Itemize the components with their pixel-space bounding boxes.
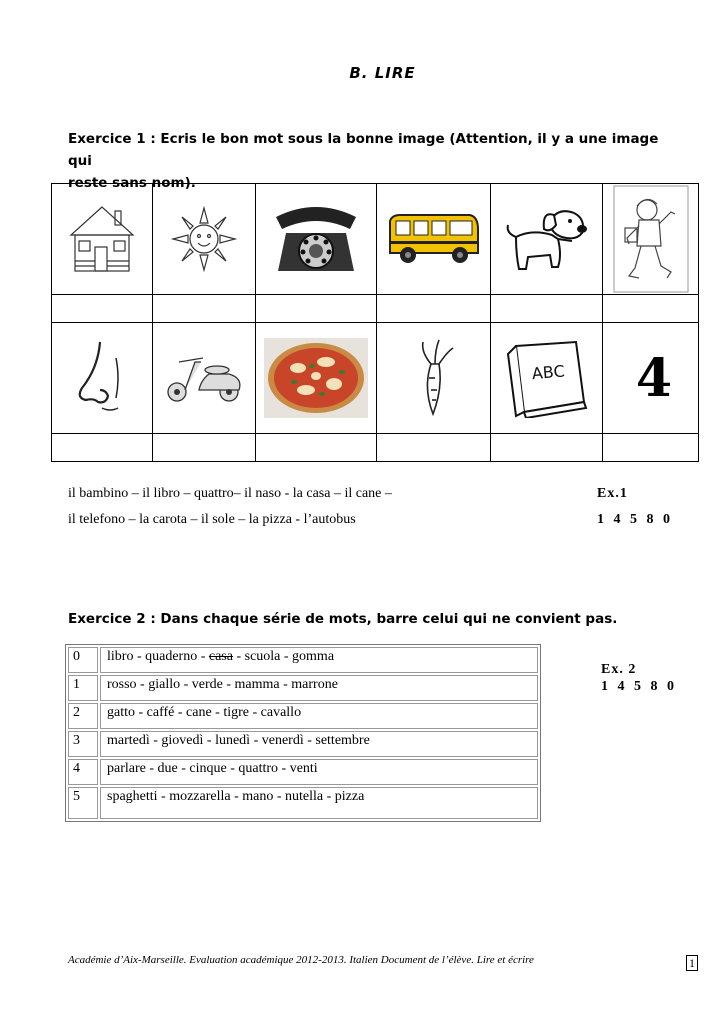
row-number: 5 <box>68 787 98 819</box>
image-cell <box>377 184 491 295</box>
exercise1-instruction-line2: reste sans nom). <box>68 175 196 191</box>
sun-icon <box>169 204 239 274</box>
word-series[interactable] <box>100 647 538 673</box>
row-number: 0 <box>68 647 98 673</box>
image-cell <box>603 184 699 295</box>
word-series[interactable]: rosso - giallo - verde - mamma - marrone <box>100 675 538 701</box>
row-number: 3 <box>68 731 98 757</box>
word-series[interactable]: spaghetti - mozzarella - mano - nutella - pizza <box>100 787 538 819</box>
telephone-icon <box>266 199 366 279</box>
number-four: 4 <box>635 347 672 409</box>
nose-icon <box>72 338 132 418</box>
answer-cell[interactable] <box>603 295 699 323</box>
footer: Académie d’Aix-Marseille. Evaluation académique 2012-2013. Italien Document de l’élève. Lire et écrire <box>68 954 534 966</box>
table-row <box>68 647 538 673</box>
ex1-score-label: Ex.1 <box>597 486 628 501</box>
dog-icon <box>502 203 592 275</box>
answer-cell[interactable] <box>52 434 153 462</box>
table-row <box>68 703 538 729</box>
section-title: B. LIRE <box>349 64 416 82</box>
image-cell <box>153 184 256 295</box>
answer-cell[interactable] <box>491 434 603 462</box>
image-cell <box>153 323 256 434</box>
image-grid <box>51 183 699 462</box>
image-cell <box>491 184 603 295</box>
answer-cell[interactable] <box>153 434 256 462</box>
carrot-icon <box>409 338 459 418</box>
book-icon <box>502 338 592 418</box>
exercise1-instruction-line1: Exercice 1 : Ecris le bon mot sous la bonne image (Attention, il y a une image qui <box>68 131 659 169</box>
row-number: 1 <box>68 675 98 701</box>
bus-icon <box>384 209 484 269</box>
table-row <box>68 787 538 819</box>
table-row <box>68 675 538 701</box>
image-cell <box>603 323 699 434</box>
word-list-line2: il telefono – la carota – il sole – la pizza - l’autobus <box>68 512 356 527</box>
pizza-icon <box>264 338 368 418</box>
image-cell <box>377 323 491 434</box>
series-text: - scuola - gomma <box>232 649 335 664</box>
answer-cell[interactable] <box>491 295 603 323</box>
image-cell <box>256 323 377 434</box>
answer-cell[interactable] <box>377 295 491 323</box>
word-series[interactable]: martedì - giovedì - lunedì - venerdì - settembre <box>100 731 538 757</box>
image-cell <box>491 323 603 434</box>
word-list-line1: il bambino – il libro – quattro– il naso - la casa – il cane – <box>68 486 392 501</box>
word-series[interactable]: parlare - due - cinque - quattro - venti <box>100 759 538 785</box>
ex1-score-values: 1 4 5 8 0 <box>597 512 673 527</box>
struck-word: casa <box>208 649 233 664</box>
image-cell <box>52 323 153 434</box>
answer-cell[interactable] <box>52 295 153 323</box>
house-icon <box>67 203 137 275</box>
image-cell <box>52 184 153 295</box>
table-row <box>68 759 538 785</box>
ex2-score-label: Ex. 2 <box>601 662 637 677</box>
image-cell <box>256 184 377 295</box>
answer-cell[interactable] <box>256 434 377 462</box>
boy-icon <box>611 184 691 294</box>
ex2-score-values: 1 4 5 8 0 <box>601 679 677 694</box>
word-series[interactable]: gatto - caffé - cane - tigre - cavallo <box>100 703 538 729</box>
table-row <box>68 731 538 757</box>
exercise2-instruction: Exercice 2 : Dans chaque série de mots, barre celui qui ne convient pas. <box>68 611 618 627</box>
answer-cell[interactable] <box>603 434 699 462</box>
page-number: 1 <box>686 955 698 971</box>
answer-cell[interactable] <box>377 434 491 462</box>
word-series-table <box>65 644 541 822</box>
book-cover-text: ABC <box>530 361 565 384</box>
series-text: libro - quaderno - <box>107 649 209 664</box>
row-number: 2 <box>68 703 98 729</box>
answer-cell[interactable] <box>256 295 377 323</box>
answer-cell[interactable] <box>153 295 256 323</box>
scooter-icon <box>159 348 249 408</box>
row-number: 4 <box>68 759 98 785</box>
